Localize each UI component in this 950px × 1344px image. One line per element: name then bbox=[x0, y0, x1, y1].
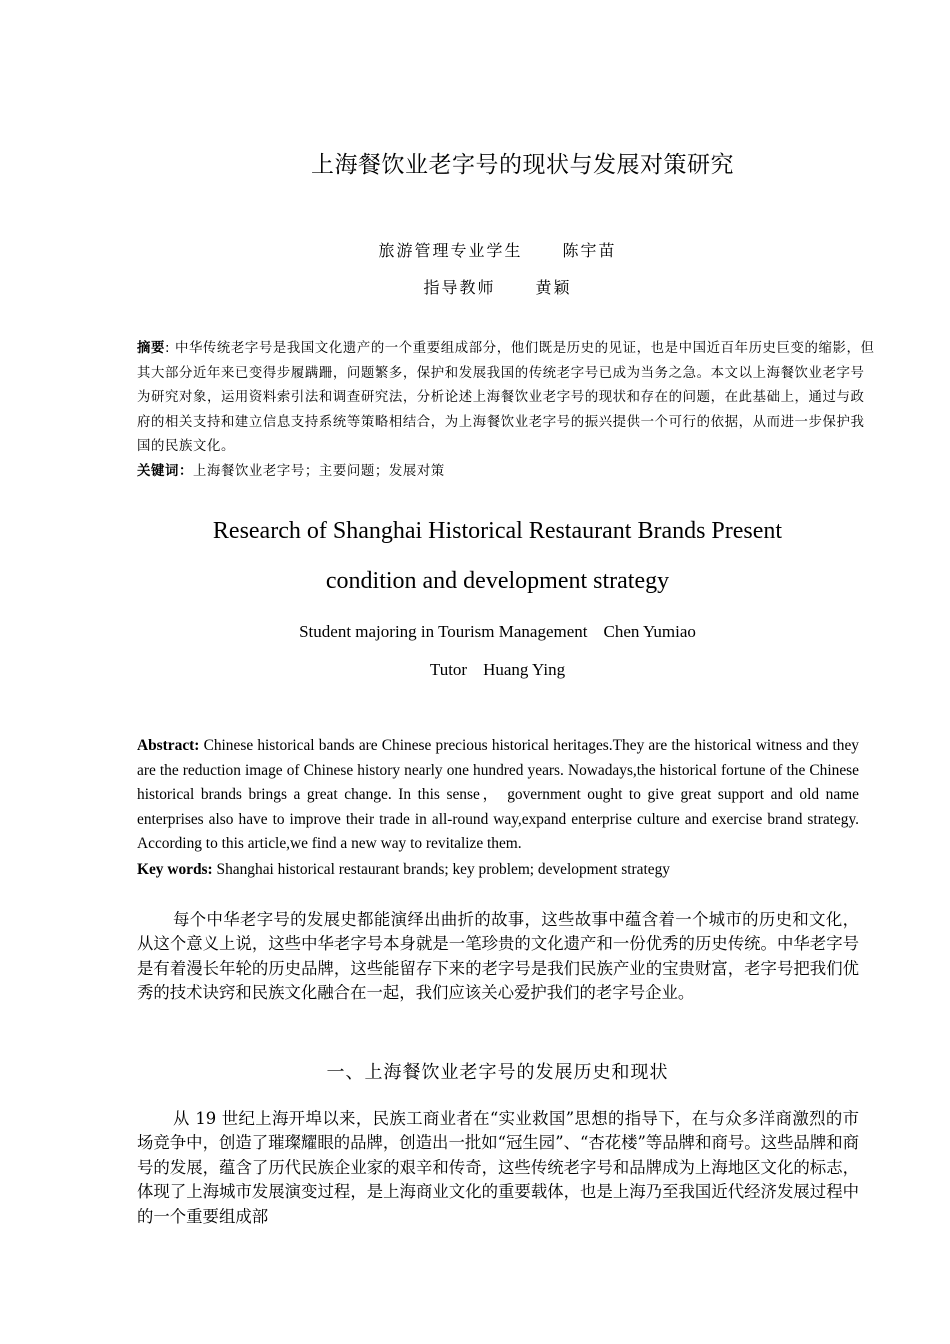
english-tutor-role: Tutor bbox=[429, 660, 468, 679]
chinese-tutor-name: 黄颖 bbox=[535, 278, 572, 297]
section-1-paragraph: 从 19 世纪上海开埠以来，民族工商业者在“实业救国”思想的指导下，在与众多洋商激烈的市场竞争中，创造了璀璨耀眼的品牌，创造出一批如“冠生园”、“杏花楼”等品牌和商号。这些品牌和商号的发展，蕴含了历代民族企业家的艰辛和传奇，这些传统老字号和品牌成为上海地区文化的标志，体现了上海城市发展演变过程，是上海商业文化的重要载体，也是上海乃至我国近代经济发展过程中的一个重要组成部 bbox=[137, 1109, 859, 1226]
chinese-author-role: 旅游管理专业学生 bbox=[378, 241, 523, 260]
english-keywords bbox=[137, 858, 859, 883]
english-author-name: Chen Yumiao bbox=[603, 622, 696, 641]
english-title-line-2: condition and development strategy bbox=[325, 568, 670, 594]
chinese-abstract bbox=[137, 337, 877, 484]
chinese-title: 上海餐饮业老字号的现状与发展对策研究 bbox=[311, 152, 734, 178]
chinese-tutor-role: 指导教师 bbox=[423, 278, 496, 297]
english-author-role: Student majoring in Tourism Management bbox=[299, 622, 588, 641]
english-abstract-label: Abstract: bbox=[137, 737, 200, 754]
section-1-heading: 一、上海餐饮业老字号的发展历史和现状 bbox=[326, 1062, 669, 1083]
english-abstract bbox=[137, 734, 859, 857]
english-abstract-text: Chinese historical bands are Chinese precious historical heritages.They are the historical witness and they are the reduction image of Chinese history nearly one hundred years. Nowadays,the historical fortune of the Chinese historical brands brings a great change. In this sense， government ought to give great support and old name enterprises also have to improve their trade in all-round way,expand enterprise culture and exercise brand strategy. According to this article,we find a new way to revitalize them. bbox=[137, 737, 859, 853]
chinese-keywords-text: 上海餐饮业老字号；主要问题；发展对策 bbox=[192, 463, 445, 479]
english-title-line-1: Research of Shanghai Historical Restaurant Brands Present bbox=[212, 518, 783, 544]
chinese-abstract-body bbox=[137, 337, 877, 460]
english-tutor-name: Huang Ying bbox=[483, 660, 566, 679]
chinese-keywords-label: 关键词： bbox=[137, 463, 193, 479]
intro-paragraph: 每个中华老字号的发展史都能演绎出曲折的故事，这些故事中蕴含着一个城市的历史和文化，从这个意义上说，这些中华老字号本身就是一笔珍贵的文化遗产和一份优秀的历史传统。中华老字号是有着漫长年轮的历史品牌，这些能留存下来的老字号是我们民族产业的宝贵财富，老字号把我们优秀的技术诀窍和民族文化融合在一起，我们应该关心爱护我们的老字号企业。 bbox=[137, 910, 859, 1003]
chinese-keywords bbox=[137, 460, 877, 485]
english-keywords-label: Key words: bbox=[137, 861, 213, 878]
chinese-author-line bbox=[0, 238, 950, 261]
chinese-abstract-text: : 中华传统老字号是我国文化遗产的一个重要组成部分，他们既是历史的见证，也是中国近百年历史巨变的缩影，但其大部分近年来已变得步履蹒跚，问题繁多，保护和发展我国的传统老字号已成为当务之急。本文以上海餐饮业老字号为研究对象，运用资料索引法和调查研究法，分析论述上海餐饮业老字号的现状和存在的问题，在此基础上，通过与政府的相关支持和建立信息支持系统等策略相结合，为上海餐饮业老字号的振兴提供一个可行的依据，从而进一步保护我国的民族文化。 bbox=[137, 341, 875, 454]
english-keywords-text: Shanghai historical restaurant brands; key problem; development strategy bbox=[212, 861, 670, 878]
chinese-tutor-line bbox=[0, 275, 950, 298]
chinese-abstract-label: 摘要 bbox=[137, 341, 165, 356]
english-tutor-line bbox=[0, 660, 950, 680]
chinese-author-name: 陈宇苗 bbox=[562, 241, 617, 260]
english-author-line bbox=[0, 622, 950, 642]
